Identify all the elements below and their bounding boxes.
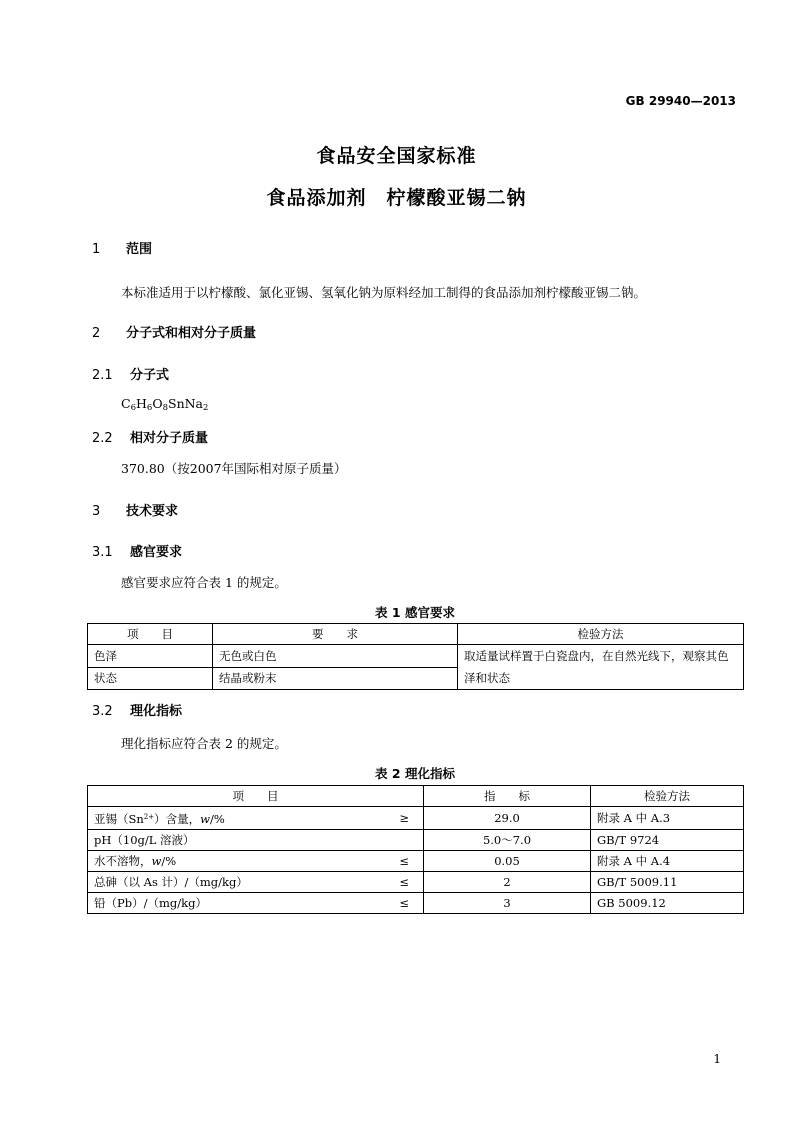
section-title: 理化指标 xyxy=(130,704,183,719)
table-row xyxy=(88,645,744,668)
section-1-text: 本标准适用于以柠檬酸、氯化亚锡、氢氧化钠为原料经加工制得的食品添加剂柠檬酸亚锡二钠。 xyxy=(121,285,647,300)
header-cell: 检验方法 xyxy=(591,786,744,807)
table-header-row xyxy=(88,786,744,807)
table-row xyxy=(88,807,744,830)
document-subtitle: 食品添加剂 柠檬酸亚锡二钠 xyxy=(266,187,527,209)
page-number: 1 xyxy=(713,1052,721,1066)
section-3-heading xyxy=(92,500,178,519)
item-cell: pH（10g/L 溶液） xyxy=(88,830,364,851)
standard-code: GB 29940—2013 xyxy=(625,94,736,108)
method-cell: GB/T 9724 xyxy=(591,830,744,851)
table-1 xyxy=(87,623,744,690)
value-cell: 3 xyxy=(424,893,591,914)
item-cell: 色泽 xyxy=(88,645,213,668)
section-1-heading xyxy=(92,238,152,257)
table-1-caption: 表 1 感官要求 xyxy=(375,605,455,620)
method-cell: 附录 A 中 A.4 xyxy=(591,851,744,872)
item-cell: 亚锡$(Sn^{2+})$含量，w/% xyxy=(88,807,364,830)
operator-cell: ≥ xyxy=(363,807,424,830)
table-row xyxy=(88,830,744,851)
molecular-mass: 370.80（按2007年国际相对原子质量） xyxy=(121,461,347,476)
operator-cell: ≤ xyxy=(363,872,424,893)
table-row xyxy=(88,893,744,914)
section-number: 3 xyxy=(92,504,101,519)
method-cell: 附录 A 中 A.3 xyxy=(591,807,744,830)
header-cell: 检验方法 xyxy=(458,624,744,645)
operator-cell: ≤ xyxy=(363,851,424,872)
method-cell: GB 5009.12 xyxy=(591,893,744,914)
item-cell: 铅（Pb）/（mg/kg） xyxy=(88,893,364,914)
value-cell: 2 xyxy=(424,872,591,893)
section-title: 感官要求 xyxy=(130,545,183,560)
section-title: 分子式 xyxy=(130,368,170,383)
section-number: 3.1 xyxy=(92,545,113,560)
section-number: 1 xyxy=(92,242,101,257)
table-row xyxy=(88,851,744,872)
requirement-cell: 结晶或粉末 xyxy=(213,667,458,690)
method-cell: 取适量试样置于白瓷盘内，在自然光线下，观察其色泽和状态 xyxy=(458,645,744,690)
section-title: 分子式和相对分子质量 xyxy=(126,326,257,341)
section-number: 2.2 xyxy=(92,431,113,446)
table-2 xyxy=(87,785,744,914)
item-cell: 水不溶物，w/% xyxy=(88,851,364,872)
section-3-1-heading xyxy=(92,541,182,560)
molecular-formula: $C_6H_6O_8SnNa_2$ xyxy=(121,396,209,413)
item-cell: 总砷（以 As 计）/（mg/kg） xyxy=(88,872,364,893)
section-3-2-text: 理化指标应符合表 2 的规定。 xyxy=(121,736,287,751)
value-cell: 5.0～7.0 xyxy=(424,830,591,851)
section-number: 2 xyxy=(92,326,101,341)
section-number: 3.2 xyxy=(92,704,113,719)
section-number: 2.1 xyxy=(92,368,113,383)
method-cell: GB/T 5009.11 xyxy=(591,872,744,893)
value-cell: 29.0 xyxy=(424,807,591,830)
operator-cell xyxy=(363,830,424,851)
table-row xyxy=(88,872,744,893)
table-header-row xyxy=(88,624,744,645)
header-cell: 项 目 xyxy=(88,786,424,807)
requirement-cell: 无色或白色 xyxy=(213,645,458,668)
section-title: 相对分子质量 xyxy=(130,431,209,446)
section-3-2-heading xyxy=(92,700,182,719)
table-2-caption: 表 2 理化指标 xyxy=(375,766,455,781)
value-cell: 0.05 xyxy=(424,851,591,872)
header-cell: 指 标 xyxy=(424,786,591,807)
header-cell: 要 求 xyxy=(213,624,458,645)
section-title: 范围 xyxy=(126,242,153,257)
section-2-heading xyxy=(92,322,256,341)
section-2-1-heading xyxy=(92,364,169,383)
header-cell: 项 目 xyxy=(88,624,213,645)
section-2-2-heading xyxy=(92,427,208,446)
operator-cell: ≤ xyxy=(363,893,424,914)
section-title: 技术要求 xyxy=(126,504,179,519)
section-3-1-text: 感官要求应符合表 1 的规定。 xyxy=(121,575,287,590)
document-title: 食品安全国家标准 xyxy=(316,145,477,167)
item-cell: 状态 xyxy=(88,667,213,690)
